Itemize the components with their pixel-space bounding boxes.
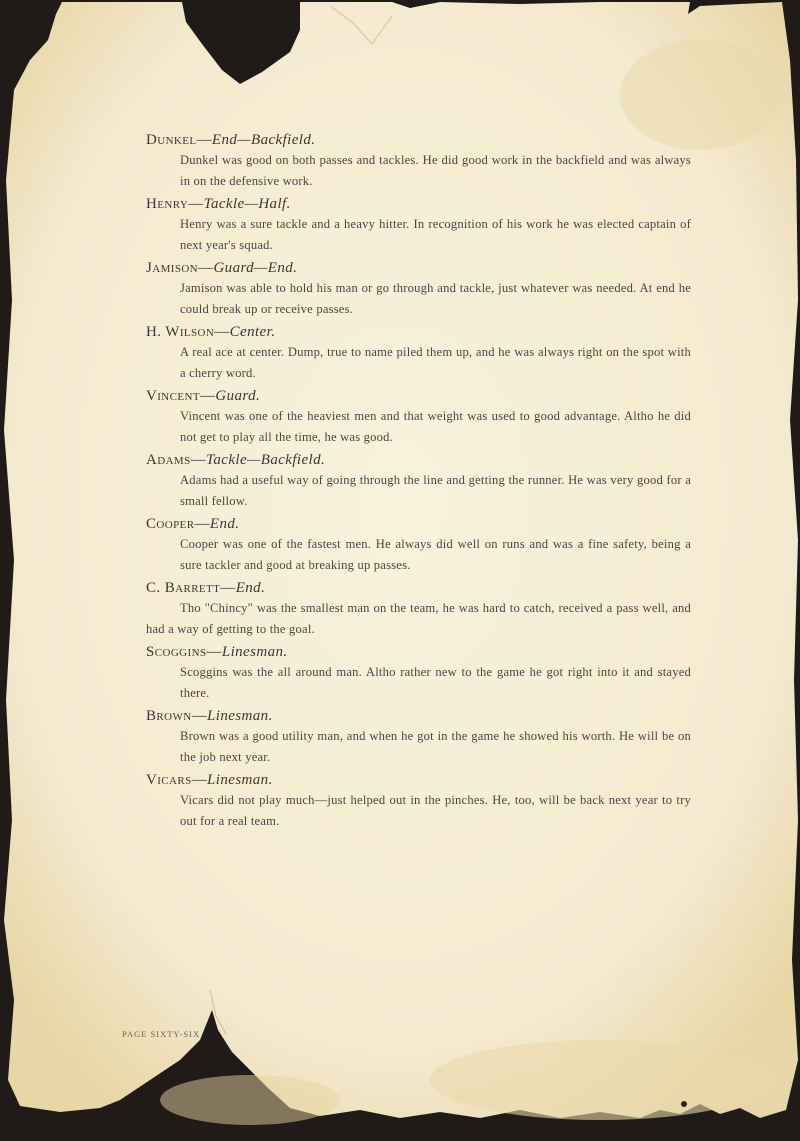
- player-description: Brown was a good utility man, and when he got in the game he showed his worth. He will be on the job next year.: [180, 729, 691, 764]
- player-position: End.: [235, 580, 266, 596]
- player-entry: [146, 194, 691, 256]
- dash: —: [188, 196, 204, 212]
- player-list: [146, 128, 691, 832]
- dash: —: [190, 452, 207, 468]
- player-position: End.: [209, 516, 240, 532]
- player-description: Henry was a sure tackle and a heavy hitter. In recognition of his work he was elected captain of next year's squad.: [180, 217, 691, 252]
- player-name: H. Wilson: [146, 324, 215, 340]
- water-stain: [160, 1075, 340, 1125]
- player-name: Brown: [146, 708, 192, 724]
- player-position: Linesman.: [221, 644, 288, 660]
- player-name: Vincent: [146, 388, 200, 404]
- player-entry: [146, 386, 691, 448]
- player-entry: [146, 322, 691, 384]
- player-entry: [146, 770, 691, 832]
- water-stain: [430, 1040, 770, 1120]
- dash: —: [196, 132, 212, 148]
- dash: —: [198, 260, 214, 276]
- dash: —: [194, 516, 210, 532]
- player-description: Vincent was one of the heaviest men and that weight was used to good advantage. Altho he did not get to play all the time, he was good.: [180, 409, 691, 444]
- dash: —: [220, 580, 236, 596]
- player-entry: [146, 642, 691, 704]
- player-name: Jamison: [146, 260, 199, 276]
- player-description: A real ace at center. Dump, true to name piled them up, and he was always right on the spot with a cherry word.: [180, 345, 691, 380]
- player-entry: [146, 258, 691, 320]
- player-description: Cooper was one of the fastest men. He always did well on runs and was a fine safety, being a sure tackler and good at breaking up passes.: [180, 537, 691, 572]
- player-name: Adams: [146, 452, 191, 468]
- player-name: Dunkel: [146, 132, 197, 148]
- page-number: PAGE SIXTY-SIX: [122, 1029, 201, 1039]
- player-entry: [146, 706, 691, 768]
- player-description: Scoggins was the all around man. Altho rather new to the game he got right into it and stayed there.: [180, 665, 691, 700]
- dash: —: [214, 324, 230, 340]
- player-name: Cooper: [146, 516, 195, 532]
- player-entry: [146, 514, 691, 576]
- player-description: Jamison was able to hold his man or go through and tackle, just whatever was needed. At end he could break up or receive passes.: [180, 281, 691, 316]
- player-position: End—Backfield.: [211, 132, 316, 148]
- player-name: Scoggins: [146, 644, 207, 660]
- player-position: Linesman.: [207, 708, 273, 724]
- dash: —: [206, 644, 222, 660]
- player-name: Vicars: [146, 772, 192, 788]
- player-position: Tackle—Backfield.: [206, 452, 326, 468]
- hole-punch-mark: [681, 1101, 687, 1107]
- player-entry: [146, 578, 691, 640]
- player-description: Adams had a useful way of going through the line and getting the runner. He was very good for a small fellow.: [180, 473, 691, 508]
- dash: —: [199, 388, 216, 404]
- player-position: Center.: [229, 324, 276, 340]
- player-position: Linesman.: [207, 772, 273, 788]
- player-description: Tho "Chincy" was the smallest man on the team, he was hard to catch, received a pass well, and had a way of getting to the goal.: [146, 601, 691, 636]
- player-name: C. Barrett: [146, 580, 221, 596]
- dash: —: [191, 708, 208, 724]
- player-description: Dunkel was good on both passes and tackles. He did good work in the backfield and was always in on the defensive work.: [180, 153, 691, 188]
- player-entry: [146, 450, 691, 512]
- player-description: Vicars did not play much—just helped out in the pinches. He, too, will be back next year to try out for a real team.: [180, 793, 691, 828]
- player-position: Tackle—Half.: [203, 196, 291, 212]
- dash: —: [191, 772, 208, 788]
- player-entry: [146, 130, 691, 192]
- player-name: Henry: [146, 196, 189, 212]
- player-position: Guard.: [215, 388, 261, 404]
- player-position: Guard—End.: [213, 260, 298, 276]
